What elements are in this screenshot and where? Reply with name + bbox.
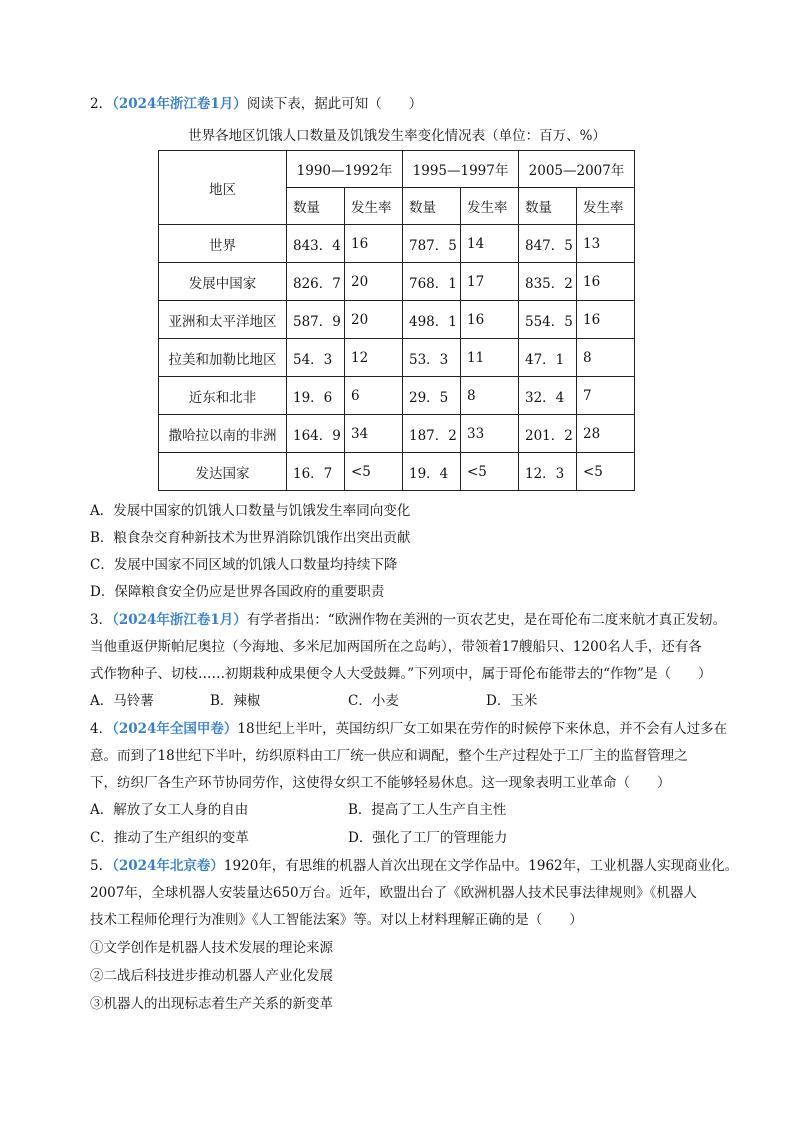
question-source: （2024年浙江卷1月） <box>112 96 247 112</box>
statement-1: ①文学创作是机器人技术发展的理论来源 <box>90 940 333 956</box>
question-number: 5． <box>90 858 113 874</box>
rate-cell: 28 <box>577 415 635 453</box>
rate-cell: 8 <box>577 339 635 377</box>
option-d: D．玉米 <box>486 693 538 709</box>
option-d: D．保障粮食安全仍应是世界各国政府的重要职责 <box>90 584 385 600</box>
count-cell: 19．6 <box>287 377 345 415</box>
option-c: C．推动了生产组织的变革 <box>90 830 249 846</box>
question-text: 18世纪上半叶，英国纺织厂女工如果在劳作的时候停下来休息，并不会有人过多在 <box>237 721 728 737</box>
question-5-line-3: 技术工程师伦理行为准则》《人工智能法案》等。对以上材料理解正确的是（ ） <box>90 912 583 928</box>
header-period: 1990—1992年 <box>287 151 403 188</box>
question-text: 阅读下表，据此可知（ ） <box>246 96 423 112</box>
option-d: D．强化了工厂的管理能力 <box>348 830 508 846</box>
count-cell: 826．7 <box>287 263 345 301</box>
option-a: A．马铃薯 <box>90 693 154 709</box>
count-cell: 835．2 <box>519 263 577 301</box>
statement-3: ③机器人的出现标志着生产关系的新变革 <box>90 996 333 1012</box>
subheader-count: 数量 <box>519 188 577 225</box>
option-b: B．提高了工人生产自主性 <box>348 802 507 818</box>
region-cell: 发展中国家 <box>159 263 287 301</box>
count-cell: 12．3 <box>519 453 577 491</box>
count-cell: 587．9 <box>287 301 345 339</box>
table-row <box>159 415 635 453</box>
option-a: A．发展中国家的饥饿人口数量与饥饿发生率同向变化 <box>90 503 411 519</box>
count-cell: 54．3 <box>287 339 345 377</box>
subheader-rate: 发生率 <box>461 188 519 225</box>
rate-cell: 7 <box>577 377 635 415</box>
rate-cell: 20 <box>345 301 403 339</box>
rate-cell: 14 <box>461 225 519 263</box>
question-5-stem <box>90 856 738 876</box>
table-row <box>159 225 635 263</box>
question-4-line-2: 意。而到了18世纪下半叶，纺织原料由工厂统一供应和调配，整个生产过程处于工厂主的监督管理之 <box>90 748 688 764</box>
count-cell: 847．5 <box>519 225 577 263</box>
count-cell: 53．3 <box>403 339 461 377</box>
question-3-stem <box>90 610 726 630</box>
rate-cell: 16 <box>461 301 519 339</box>
option-c: C．小麦 <box>348 693 399 709</box>
question-5-line-2: 2007年，全球机器人安装量达650万台。近年，欧盟出台了《欧洲机器人技术民事法律规则》《机器人 <box>90 885 697 901</box>
rate-cell: 16 <box>345 225 403 263</box>
rate-cell: 8 <box>461 377 519 415</box>
question-source: （2024年北京卷） <box>112 858 224 874</box>
rate-cell: 17 <box>461 263 519 301</box>
subheader-rate: 发生率 <box>577 188 635 225</box>
rate-cell: 11 <box>461 339 519 377</box>
rate-cell: 12 <box>345 339 403 377</box>
rate-cell: 16 <box>577 263 635 301</box>
table-row <box>159 263 635 301</box>
region-cell: 亚洲和太平洋地区 <box>159 301 287 339</box>
hunger-table <box>158 150 635 491</box>
table-row <box>159 339 635 377</box>
table-title: 世界各地区饥饿人口数量及饥饿发生率变化情况表（单位：百万、%） <box>188 128 606 144</box>
count-cell: 187．2 <box>403 415 461 453</box>
question-number: 3． <box>90 612 113 628</box>
question-3-line-2: 当他重返伊斯帕尼奥拉（今海地、多米尼加两国所在之岛屿），带领着17艘船只、1200名人手，还有各 <box>90 639 702 655</box>
rate-cell: <5 <box>345 453 403 491</box>
rate-cell: 13 <box>577 225 635 263</box>
option-a: A．解放了女工人身的自由 <box>90 802 249 818</box>
rate-cell: 33 <box>461 415 519 453</box>
count-cell: 29．5 <box>403 377 461 415</box>
subheader-count: 数量 <box>403 188 461 225</box>
question-number: 4． <box>90 721 113 737</box>
option-b: B．粮食杂交育种新技术为世界消除饥饿作出突出贡献 <box>90 530 411 546</box>
header-region: 地区 <box>159 151 287 225</box>
region-cell: 世界 <box>159 225 287 263</box>
count-cell: 19．4 <box>403 453 461 491</box>
count-cell: 554．5 <box>519 301 577 339</box>
header-period: 2005—2007年 <box>519 151 635 188</box>
count-cell: 787．5 <box>403 225 461 263</box>
count-cell: 201．2 <box>519 415 577 453</box>
question-text: 1920年，有思维的机器人首次出现在文学作品中。1962年，工业机器人实现商业化。 <box>223 858 739 874</box>
table-row <box>159 301 635 339</box>
count-cell: 164．9 <box>287 415 345 453</box>
question-3-line-3: 式作物种子、切枝……初期栽种成果便令人大受鼓舞。”下列项中，属于哥伦布能带去的“作物”是（ ） <box>90 666 712 682</box>
header-period: 1995—1997年 <box>403 151 519 188</box>
subheader-rate: 发生率 <box>345 188 403 225</box>
question-text: 有学者指出：“欧洲作物在美洲的一页农艺史，是在哥伦布二度来航才真正发轫。 <box>246 612 727 628</box>
region-cell: 撒哈拉以南的非洲 <box>159 415 287 453</box>
subheader-count: 数量 <box>287 188 345 225</box>
statement-2: ②二战后科技进步推动机器人产业化发展 <box>90 968 333 984</box>
region-cell: 发达国家 <box>159 453 287 491</box>
question-2-stem <box>90 94 422 114</box>
region-cell: 近东和北非 <box>159 377 287 415</box>
count-cell: 498．1 <box>403 301 461 339</box>
count-cell: 47．1 <box>519 339 577 377</box>
table-row <box>159 453 635 491</box>
option-c: C．发展中国家不同区域的饥饿人口数量均持续下降 <box>90 557 398 573</box>
question-source: （2024年浙江卷1月） <box>112 612 247 628</box>
question-4-stem <box>90 719 727 739</box>
question-4-line-3: 下，纺织厂各生产环节协同劳作，这使得女织工不能够轻易休息。这一现象表明工业革命（ ） <box>90 775 671 791</box>
question-source: （2024年全国甲卷） <box>112 721 238 737</box>
count-cell: 843．4 <box>287 225 345 263</box>
count-cell: 768．1 <box>403 263 461 301</box>
table-header-row <box>159 151 635 188</box>
count-cell: 16．7 <box>287 453 345 491</box>
rate-cell: 34 <box>345 415 403 453</box>
rate-cell: <5 <box>577 453 635 491</box>
rate-cell: 16 <box>577 301 635 339</box>
rate-cell: 6 <box>345 377 403 415</box>
option-b: B．辣椒 <box>210 693 261 709</box>
rate-cell: 20 <box>345 263 403 301</box>
question-number: 2． <box>90 96 113 112</box>
count-cell: 32．4 <box>519 377 577 415</box>
table-row <box>159 377 635 415</box>
region-cell: 拉美和加勒比地区 <box>159 339 287 377</box>
rate-cell: <5 <box>461 453 519 491</box>
